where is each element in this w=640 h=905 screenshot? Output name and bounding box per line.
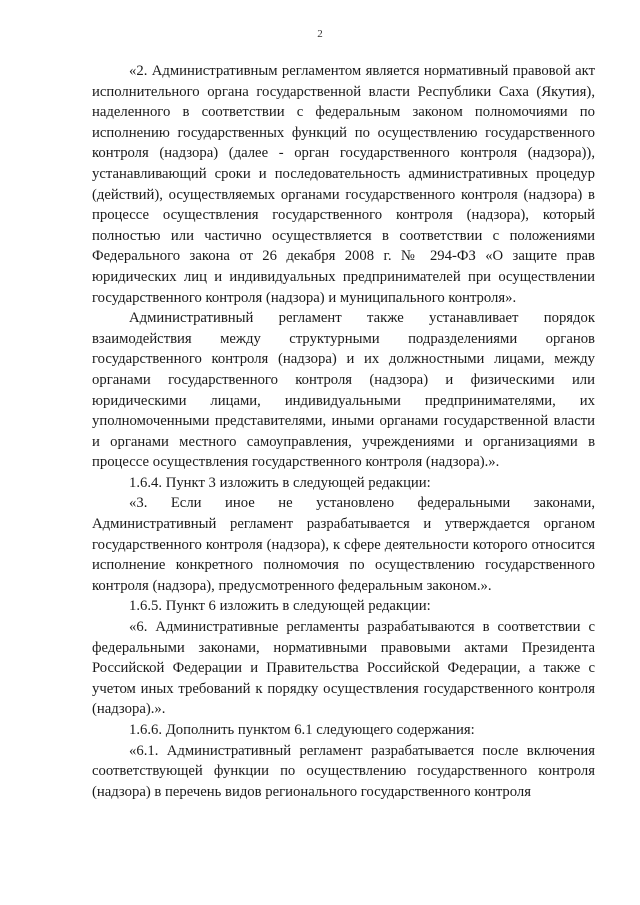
paragraph-1-6-5-heading: 1.6.5. Пункт 6 изложить в следующей редакции: <box>129 598 431 615</box>
document-body <box>92 61 595 802</box>
paragraph-1-6-6-heading: 1.6.6. Дополнить пунктом 6.1 следующего содержания: <box>129 722 475 738</box>
paragraph-item-2: «2. Административным регламентом является нормативный правовой акт исполнительного органа государственной власти Республики Саха (Якутия), наделенного в соответствии с федеральным законом полномочиями по исполнению государственных функций по осуществлению государственного контроля (надзора) (далее - орган государственного контроля (надзора)), устанавливающий сроки и последовательность административных процедур (действий), осуществляемых органами государственного контроля (надзора) в процессе осуществления государственного контроля (надзора), который полностью или частично осуществляется в соответствии с положениями Федерального закона от 26 декабря 2008 г. № 294-ФЗ «О защите прав юридических лиц и индивидуальных предпринимателей при осуществлении государственного контроля (надзора) и муниципального контроля». <box>92 63 595 306</box>
paragraph-regulation-order: Административный регламент также устанавливает порядок взаимодействия между структурными подразделениями органов государственного контроля (надзора) и их должностными лицами, между органами государственного контроля (надзора) и физическими или юридическими лицами, индивидуальными предпринимателями, их уполномоченными представителями, иными органами государственной власти и органами местного самоуправления, учреждениями и организациями в процессе осуществления государственного контроля (надзора).». <box>92 310 595 471</box>
page-number: 2 <box>317 28 323 40</box>
paragraph-item-6: «6. Административные регламенты разрабатываются в соответствии с федеральными законами, нормативными правовыми актами Президента Российской Федерации и Правительства Российской Федерации, а также с учетом иных требований к порядку осуществления государственного контроля (надзора).». <box>92 619 595 718</box>
paragraph-item-6-1: «6.1. Административный регламент разрабатывается после включения соответствующей функции по осуществлению государственного контроля (надзора) в перечень видов регионального государственного контроля <box>92 742 595 800</box>
paragraph-1-6-4-heading: 1.6.4. Пункт 3 изложить в следующей редакции: <box>129 474 431 491</box>
paragraph-item-3: «3. Если иное не установлено федеральными законами, Административный регламент разрабатывается и утверждается органом государственного контроля (надзора), к сфере деятельности которого относится исполнение конкретного полномочия по осуществлению государственного контроля (надзора), предусмотренного федеральным законом.». <box>92 495 595 594</box>
